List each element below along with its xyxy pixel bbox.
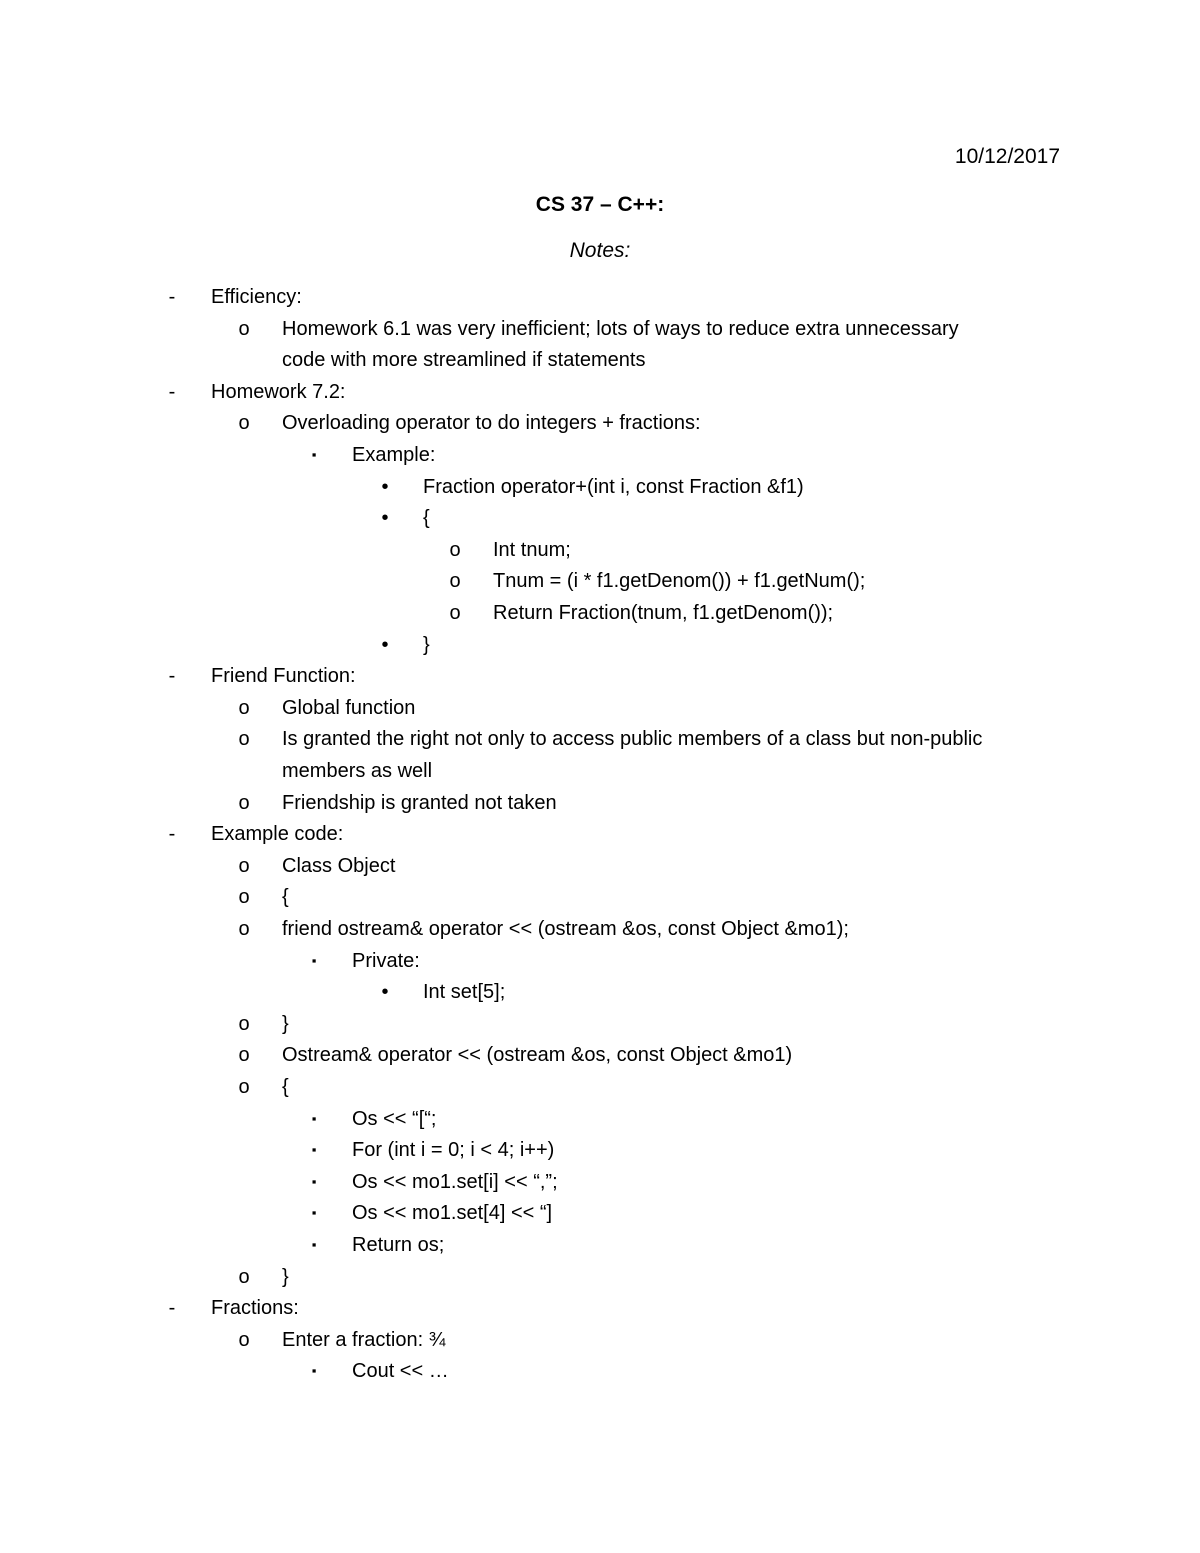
note-text: Os << mo1.set[4] << “] — [352, 1202, 553, 1224]
note-text: Class Object — [282, 855, 396, 877]
note-text: Global function — [282, 697, 416, 719]
note-line — [0, 1039, 1200, 1071]
note-line — [0, 1324, 1200, 1356]
note-line — [0, 1197, 1200, 1229]
note-line — [0, 1134, 1200, 1166]
note-line — [0, 1292, 1200, 1324]
note-text: { — [282, 886, 289, 908]
note-line — [0, 692, 1200, 724]
note-line — [0, 660, 1200, 692]
note-text: Private: — [352, 950, 420, 972]
note-line — [0, 376, 1200, 408]
bullet-marker: ▪ — [311, 1363, 317, 1378]
bullet-marker: • — [381, 981, 389, 1003]
note-line — [0, 787, 1200, 819]
bullet-marker: - — [168, 823, 176, 845]
note-text: Os << “[“; — [352, 1108, 437, 1130]
note-text: Tnum = (i * f1.getDenom()) + f1.getNum(); — [493, 570, 866, 592]
bullet-marker: - — [168, 381, 176, 403]
document-subtitle: Notes: — [569, 239, 631, 262]
bullet-marker: ▪ — [311, 953, 317, 968]
bullet-marker: - — [168, 286, 176, 308]
bullet-marker: o — [238, 697, 250, 719]
note-text: Example: — [352, 444, 436, 466]
note-text: } — [282, 1013, 289, 1035]
note-line — [0, 597, 1200, 629]
bullet-marker: ▪ — [311, 1205, 317, 1220]
note-text: } — [423, 634, 430, 656]
document-title: CS 37 – C++: — [535, 193, 665, 216]
note-line — [0, 534, 1200, 566]
note-line — [0, 1071, 1200, 1103]
note-text: Is granted the right not only to access public members of a class but non-public — [282, 728, 983, 750]
bullet-marker: o — [449, 602, 461, 624]
document-date: 10/12/2017 — [954, 145, 1060, 168]
note-text: { — [423, 507, 430, 529]
note-line — [0, 502, 1200, 534]
note-text: Enter a fraction: ¾ — [282, 1329, 446, 1351]
bullet-marker: - — [168, 1297, 176, 1319]
bullet-marker: - — [168, 665, 176, 687]
note-text: Example code: — [211, 823, 344, 845]
bullet-marker: o — [449, 570, 461, 592]
bullet-marker: o — [238, 1329, 250, 1351]
note-line — [0, 1355, 1200, 1387]
note-text: Efficiency: — [211, 286, 302, 308]
note-line — [0, 565, 1200, 597]
note-text: Os << mo1.set[i] << “,”; — [352, 1171, 558, 1193]
note-line — [0, 1261, 1200, 1293]
bullet-marker: • — [381, 476, 389, 498]
bullet-marker: ▪ — [311, 1142, 317, 1157]
note-line — [0, 313, 1200, 345]
note-line — [0, 344, 1200, 376]
note-line — [0, 818, 1200, 850]
bullet-marker: ▪ — [311, 1237, 317, 1252]
note-text: Friend Function: — [211, 665, 356, 687]
note-line — [0, 407, 1200, 439]
bullet-marker: • — [381, 507, 389, 529]
note-line — [0, 629, 1200, 661]
bullet-marker: o — [238, 1013, 250, 1035]
note-text: code with more streamlined if statements — [282, 349, 646, 371]
bullet-marker: o — [238, 318, 250, 340]
note-text: Fractions: — [211, 1297, 299, 1319]
note-text: Overloading operator to do integers + fractions: — [282, 412, 701, 434]
note-line — [0, 1166, 1200, 1198]
note-text: friend ostream& operator << (ostream &os, const Object &mo1); — [282, 918, 849, 940]
bullet-marker: o — [238, 1076, 250, 1098]
bullet-marker: o — [449, 539, 461, 561]
note-text: Cout << … — [352, 1360, 449, 1382]
note-text: { — [282, 1076, 289, 1098]
note-text: Return Fraction(tnum, f1.getDenom()); — [493, 602, 834, 624]
note-text: Friendship is granted not taken — [282, 792, 557, 814]
bullet-marker: ▪ — [311, 447, 317, 462]
note-text: Int set[5]; — [423, 981, 506, 1003]
bullet-marker: o — [238, 855, 250, 877]
note-line — [0, 1229, 1200, 1261]
note-line — [0, 945, 1200, 977]
note-text: Homework 7.2: — [211, 381, 346, 403]
note-line — [0, 755, 1200, 787]
note-line — [0, 850, 1200, 882]
bullet-marker: o — [238, 412, 250, 434]
bullet-marker: o — [238, 918, 250, 940]
note-text: Homework 6.1 was very inefficient; lots of ways to reduce extra unnecessary — [282, 318, 959, 340]
bullet-marker: o — [238, 1266, 250, 1288]
note-line — [0, 1103, 1200, 1135]
bullet-marker: ▪ — [311, 1174, 317, 1189]
note-text: } — [282, 1266, 289, 1288]
note-text: Ostream& operator << (ostream &os, const Object &mo1) — [282, 1044, 793, 1066]
note-text: Return os; — [352, 1234, 445, 1256]
note-line — [0, 976, 1200, 1008]
note-line — [0, 913, 1200, 945]
note-line — [0, 471, 1200, 503]
bullet-marker: o — [238, 728, 250, 750]
bullet-marker: • — [381, 634, 389, 656]
note-text: members as well — [282, 760, 433, 782]
note-text: Fraction operator+(int i, const Fraction &f1) — [423, 476, 804, 498]
note-line — [0, 881, 1200, 913]
note-line — [0, 281, 1200, 313]
bullet-marker: o — [238, 886, 250, 908]
note-line — [0, 439, 1200, 471]
note-line — [0, 723, 1200, 755]
note-text: For (int i = 0; i < 4; i++) — [352, 1139, 555, 1161]
note-line — [0, 1008, 1200, 1040]
bullet-marker: ▪ — [311, 1111, 317, 1126]
note-text: Int tnum; — [493, 539, 571, 561]
bullet-marker: o — [238, 792, 250, 814]
bullet-marker: o — [238, 1044, 250, 1066]
